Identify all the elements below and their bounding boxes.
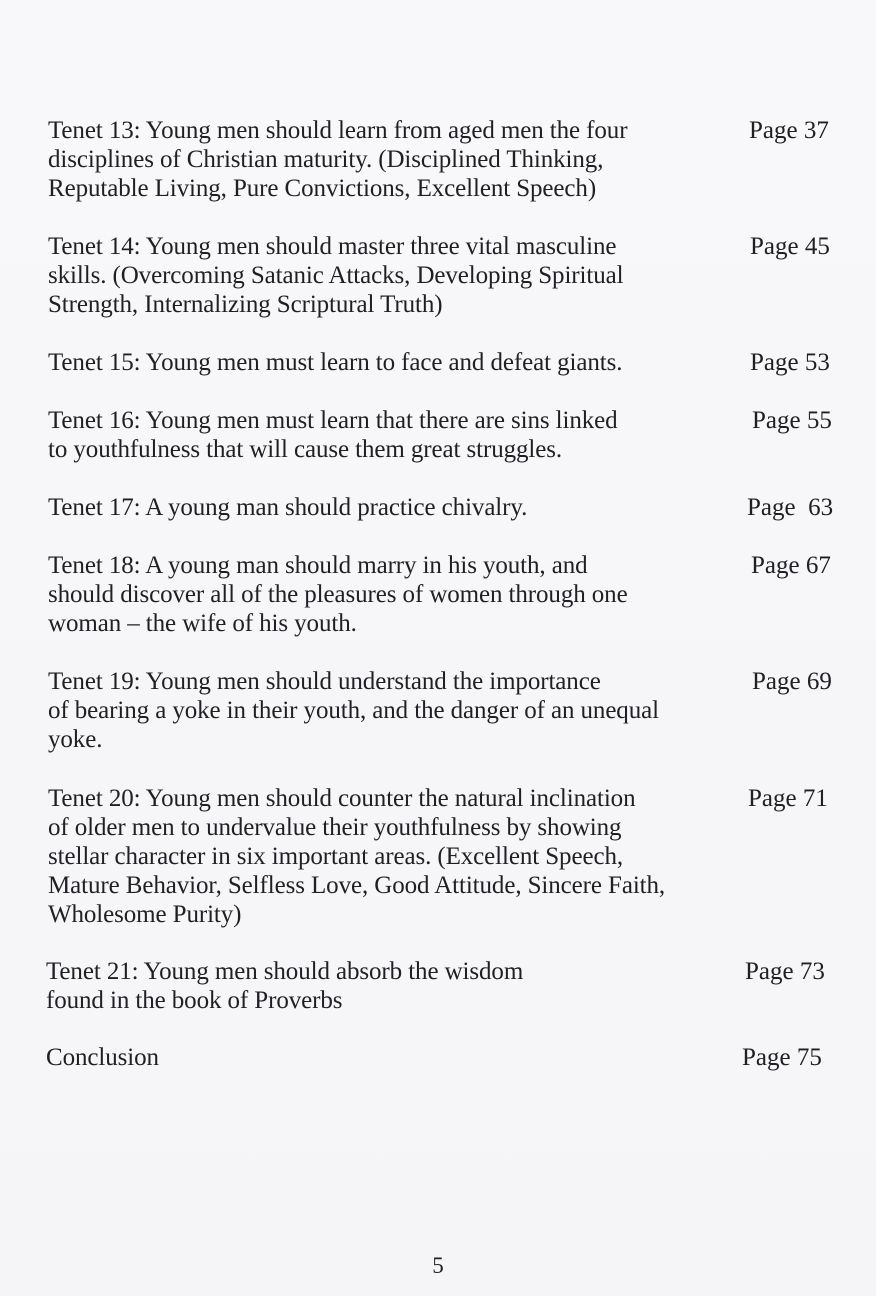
toc-entry-page: Page 53 (750, 349, 830, 376)
toc-entry-title: Conclusion (46, 1044, 159, 1071)
toc-entry-page: Page 63 (747, 494, 834, 521)
toc-entry-page: Page 67 (751, 552, 831, 579)
page-number: 5 (432, 1253, 444, 1278)
toc-entry-title: Tenet 19: Young men should understand the importance of bearing a yoke in their youth, and the danger of an unequal yoke. (48, 668, 659, 753)
toc-entry-title: Tenet 16: Young men must learn that there are sins linked to youthfulness that will cause them great struggles. (48, 407, 618, 463)
toc-entry-page: Page 75 (742, 1044, 822, 1071)
toc-entry-page: Page 71 (748, 785, 828, 812)
toc-entry-page: Page 73 (745, 958, 825, 985)
toc-entry-page: Page 69 (752, 668, 832, 695)
toc-entry-page: Page 45 (750, 233, 830, 260)
toc-entry-title: Tenet 20: Young men should counter the natural inclination of older men to undervalue their youthfulness by showing stellar character in six important areas. (Excellent Speech, Mature Behavior, Selfless Love, Good Attitude, Sincere Faith, Wholesome Purity) (48, 785, 666, 928)
toc-entry-title: Tenet 17: A young man should practice chivalry. (48, 494, 528, 521)
toc-entry-title: Tenet 15: Young men must learn to face and defeat giants. (48, 349, 623, 376)
toc-entry-title: Tenet 13: Young men should learn from aged men the four disciplines of Christian maturity. (Disciplined Thinking, Reputable Living, Pure Convictions, Excellent Speech) (48, 117, 628, 202)
toc-entry-title: Tenet 18: A young man should marry in his youth, and should discover all of the pleasures of women through one woman – the wife of his youth. (48, 552, 628, 637)
toc-entry-title: Tenet 21: Young men should absorb the wisdom found in the book of Proverbs (46, 958, 524, 1014)
toc-entry-page: Page 55 (752, 407, 832, 434)
toc-entry-title: Tenet 14: Young men should master three vital masculine skills. (Overcoming Satanic Attacks, Developing Spiritual Strength, Internalizing Scriptural Truth) (48, 233, 624, 318)
toc-entry-page: Page 37 (749, 117, 829, 144)
